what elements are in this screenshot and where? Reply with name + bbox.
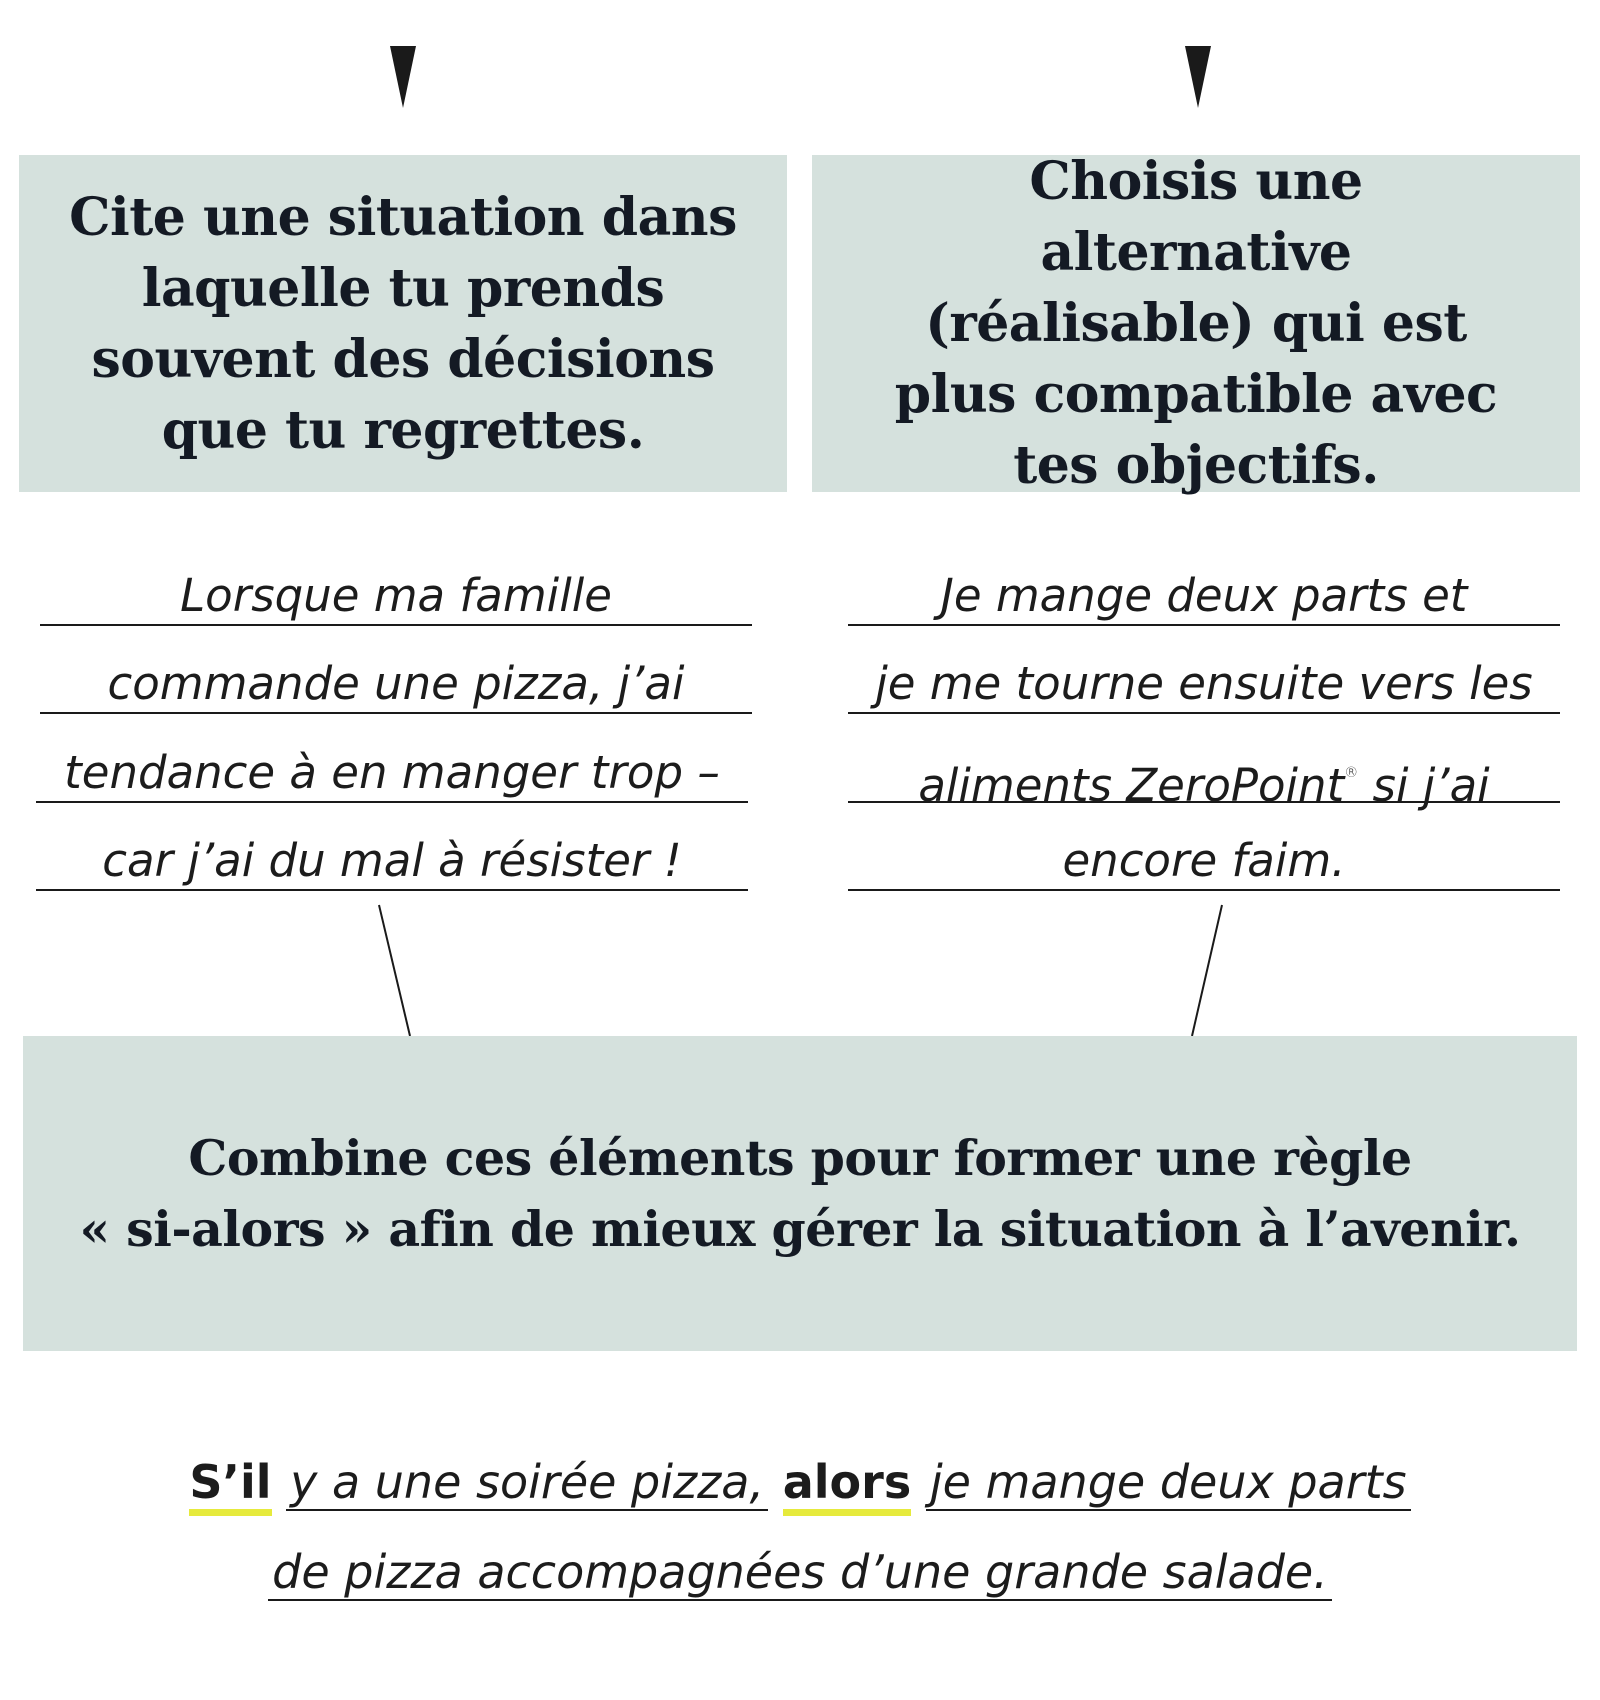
combine-prompt-line-1: Combine ces éléments pour former une règle bbox=[188, 1128, 1412, 1187]
if-then-rule-line-2 bbox=[0, 1542, 1600, 1602]
combine-prompt-box bbox=[23, 1036, 1577, 1351]
if-then-rule-line-1 bbox=[0, 1452, 1600, 1512]
then-action-continuation: de pizza accompagnées d’une grande salade. bbox=[268, 1545, 1332, 1601]
combine-prompt bbox=[79, 1123, 1520, 1265]
alternative-answer-line-2: je me tourne ensuite vers les bbox=[848, 656, 1560, 714]
registered-mark: ® bbox=[1344, 765, 1359, 781]
connector-line-right bbox=[1192, 905, 1222, 1036]
situation-answer-line-3: tendance à en manger trop – bbox=[36, 745, 748, 803]
then-action: je mange deux parts bbox=[926, 1455, 1411, 1511]
situation-answer-line-2: commande une pizza, j’ai bbox=[40, 656, 752, 714]
situation-answer-line-4: car j’ai du mal à résister ! bbox=[36, 833, 748, 891]
then-keyword: alors bbox=[783, 1452, 911, 1512]
alternative-prompt: Choisis une alternative (réalisable) qui est plus compatible avec tes objectifs. bbox=[894, 151, 1498, 496]
if-condition: y a une soirée pizza, bbox=[286, 1455, 768, 1511]
combine-prompt-line-2: « si-alors » afin de mieux gérer la situation à l’avenir. bbox=[79, 1199, 1521, 1258]
if-keyword: S’il bbox=[189, 1452, 271, 1512]
alternative-answer-line-3-suffix: si j’ai bbox=[1358, 759, 1490, 812]
situation-prompt: Cite une situation dans laquelle tu prends souvent des décisions que tu regrettes. bbox=[69, 186, 737, 461]
alternative-answer-line-1: Je mange deux parts et bbox=[848, 568, 1560, 626]
alternative-answer-line-3-text: aliments ZeroPoint bbox=[918, 759, 1345, 812]
alternative-answer-line-4: encore faim. bbox=[848, 833, 1560, 891]
connector-line-left bbox=[379, 905, 410, 1036]
situation-answer-line-1: Lorsque ma famille bbox=[40, 568, 752, 626]
